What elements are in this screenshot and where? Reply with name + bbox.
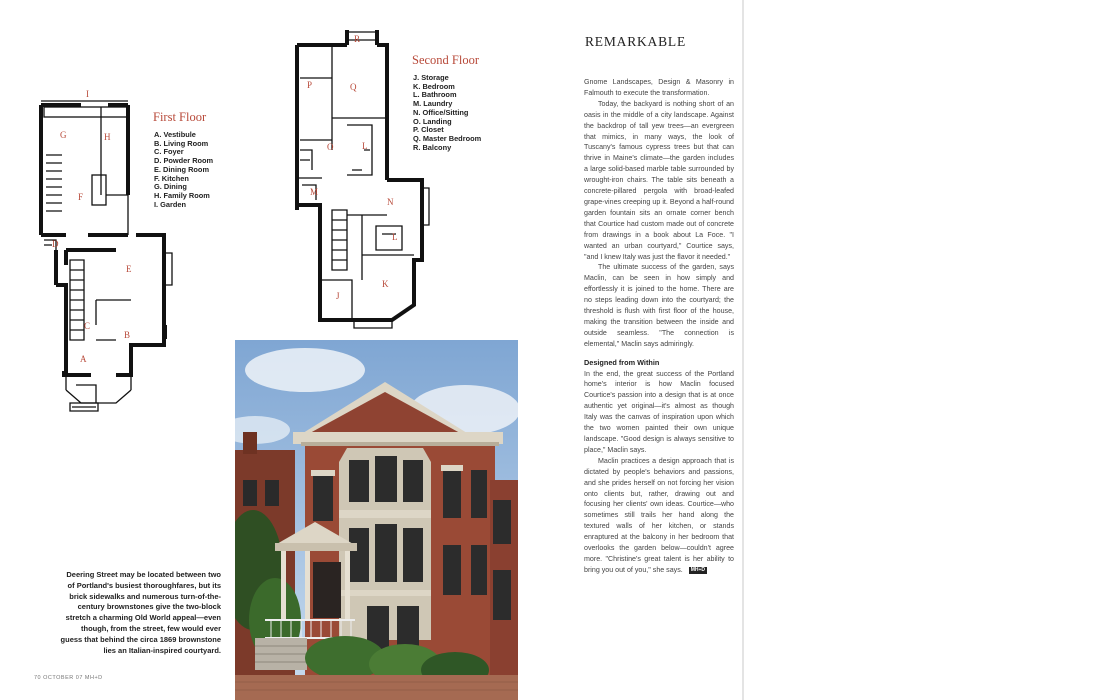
legend-item: M. Laundry [413, 99, 453, 109]
right-page-blank [744, 0, 1106, 700]
legend-item: F. Kitchen [154, 173, 189, 183]
brownstone-house-photo [235, 340, 518, 700]
end-mark: MH+D [690, 566, 706, 573]
second-floor-legend [413, 74, 481, 152]
legend-item: G. Dining [154, 182, 187, 192]
article-subheading: Designed from Within [584, 357, 660, 367]
room-e-label: E [126, 264, 132, 274]
room-n-label: N [387, 197, 394, 207]
first-floor-title: First Floor [153, 110, 207, 124]
legend-item: I. Garden [154, 199, 187, 209]
room-f-label: F [78, 192, 84, 202]
room-b-label: B [124, 330, 131, 340]
legend-item: D. Powder Room [154, 156, 214, 166]
second-floor-title: Second Floor [412, 53, 480, 67]
legend-item: Q. Master Bedroom [413, 133, 482, 143]
legend-item: L. Bathroom [413, 90, 457, 100]
article-paragraph-text: Maclin practices a design approach that is dictated by people's behaviors and passions, and she prides herself on not forcing her vision onto clients but, rather, drawing out and focusing her clients' own ideas. Courtice—who sometimes still trails her hand along the textured walls of her kitchen, or stands enraptured at the balcony in her bedroom that overlooks the garden below—couldn't agree more. "Christine's great talent is her ability to bring you out of you," she says. [584, 456, 734, 574]
room-r-label: R [354, 34, 361, 44]
room-l2-label: L [392, 232, 398, 242]
room-o-label: O [327, 142, 334, 152]
article-body [584, 77, 734, 576]
article-paragraph [584, 456, 734, 576]
legend-item: B. Living Room [154, 138, 209, 148]
legend-item: K. Bedroom [413, 81, 455, 91]
legend-item: O. Landing [413, 116, 452, 126]
section-title: REMARKABLE [585, 34, 687, 49]
room-a-label: A [80, 354, 87, 364]
room-k-label: K [382, 279, 389, 289]
room-l-label: L [362, 141, 368, 151]
room-d-label: D [52, 239, 59, 249]
room-q-label: Q [350, 82, 357, 92]
first-floor-legend [154, 131, 213, 209]
legend-item: R. Balcony [413, 142, 452, 152]
legend-item: N. Office/Sitting [413, 107, 469, 117]
room-g-label: G [60, 130, 67, 140]
legend-item: H. Family Room [154, 190, 210, 200]
article-paragraph: The ultimate success of the garden, says Maclin, can be seen in how simply and effortlessly it is joined to the home. There are no steps leading down into the courtyard; the threshold is flush with first floor of the house, making the transition between the inside and outside seamless. "The connection is elemental," Maclin says admiringly. [584, 263, 734, 348]
legend-item: J. Storage [413, 73, 449, 82]
article-paragraph: Gnome Landscapes, Design & Masonry in Falmouth to execute the transformation. [584, 78, 734, 97]
legend-item: A. Vestibule [154, 130, 196, 139]
legend-item: P. Closet [413, 125, 444, 135]
article-paragraph: In the end, the great success of the Portland home's interior is how Maclin focused Courtice's passion into a design that is at once authentic yet original—it's almost as though Italy was the canvas of inspiration upon which the two women painted their own unique landscape. "Good design is always sensitive to place," Maclin says. [584, 369, 734, 454]
article-paragraph: Today, the backyard is nothing short of an oasis in the middle of a city landscape. Against the backdrop of tall yew trees—an evergreen that mimics, in many ways, the look of Tuscany's famous cypress trees but that can thrive in Maine's climate—the garden includes a large solid-based marble table surrounded by wrought-iron chairs. The table sits beneath a concrete-pillared pergola with broad-leafed grape-vines creeping up it. Beyond a half-round garden fountain sits an ornate corner bench that Courtice had custom made out of concrete from drawings in a book about La Foce. "I wanted an urban courtyard," Courtice says, "and I knew Italy was just the flavor it needed." [584, 99, 734, 261]
room-h-label: H [104, 132, 111, 142]
room-m-label: M [310, 187, 319, 197]
room-p-label: P [307, 80, 313, 90]
page-folio: 70 OCTOBER 07 MH+D [34, 675, 103, 681]
legend-item: C. Foyer [154, 147, 184, 157]
room-c-label: C [84, 321, 91, 331]
legend-item: E. Dining Room [154, 164, 210, 174]
room-i-label: I [86, 89, 89, 99]
photo-caption: Deering Street may be located between two of Portland's busiest thoroughfares, but its brick sidewalks and numerous turn-of-the-century brownstones give the two-block stretch a charming Old World appeal—even though, from the street, few would ever guess that behind the circa 1869 brownstone lies an Italian-inspired courtyard. [60, 570, 221, 655]
room-j-label: J [336, 291, 340, 301]
